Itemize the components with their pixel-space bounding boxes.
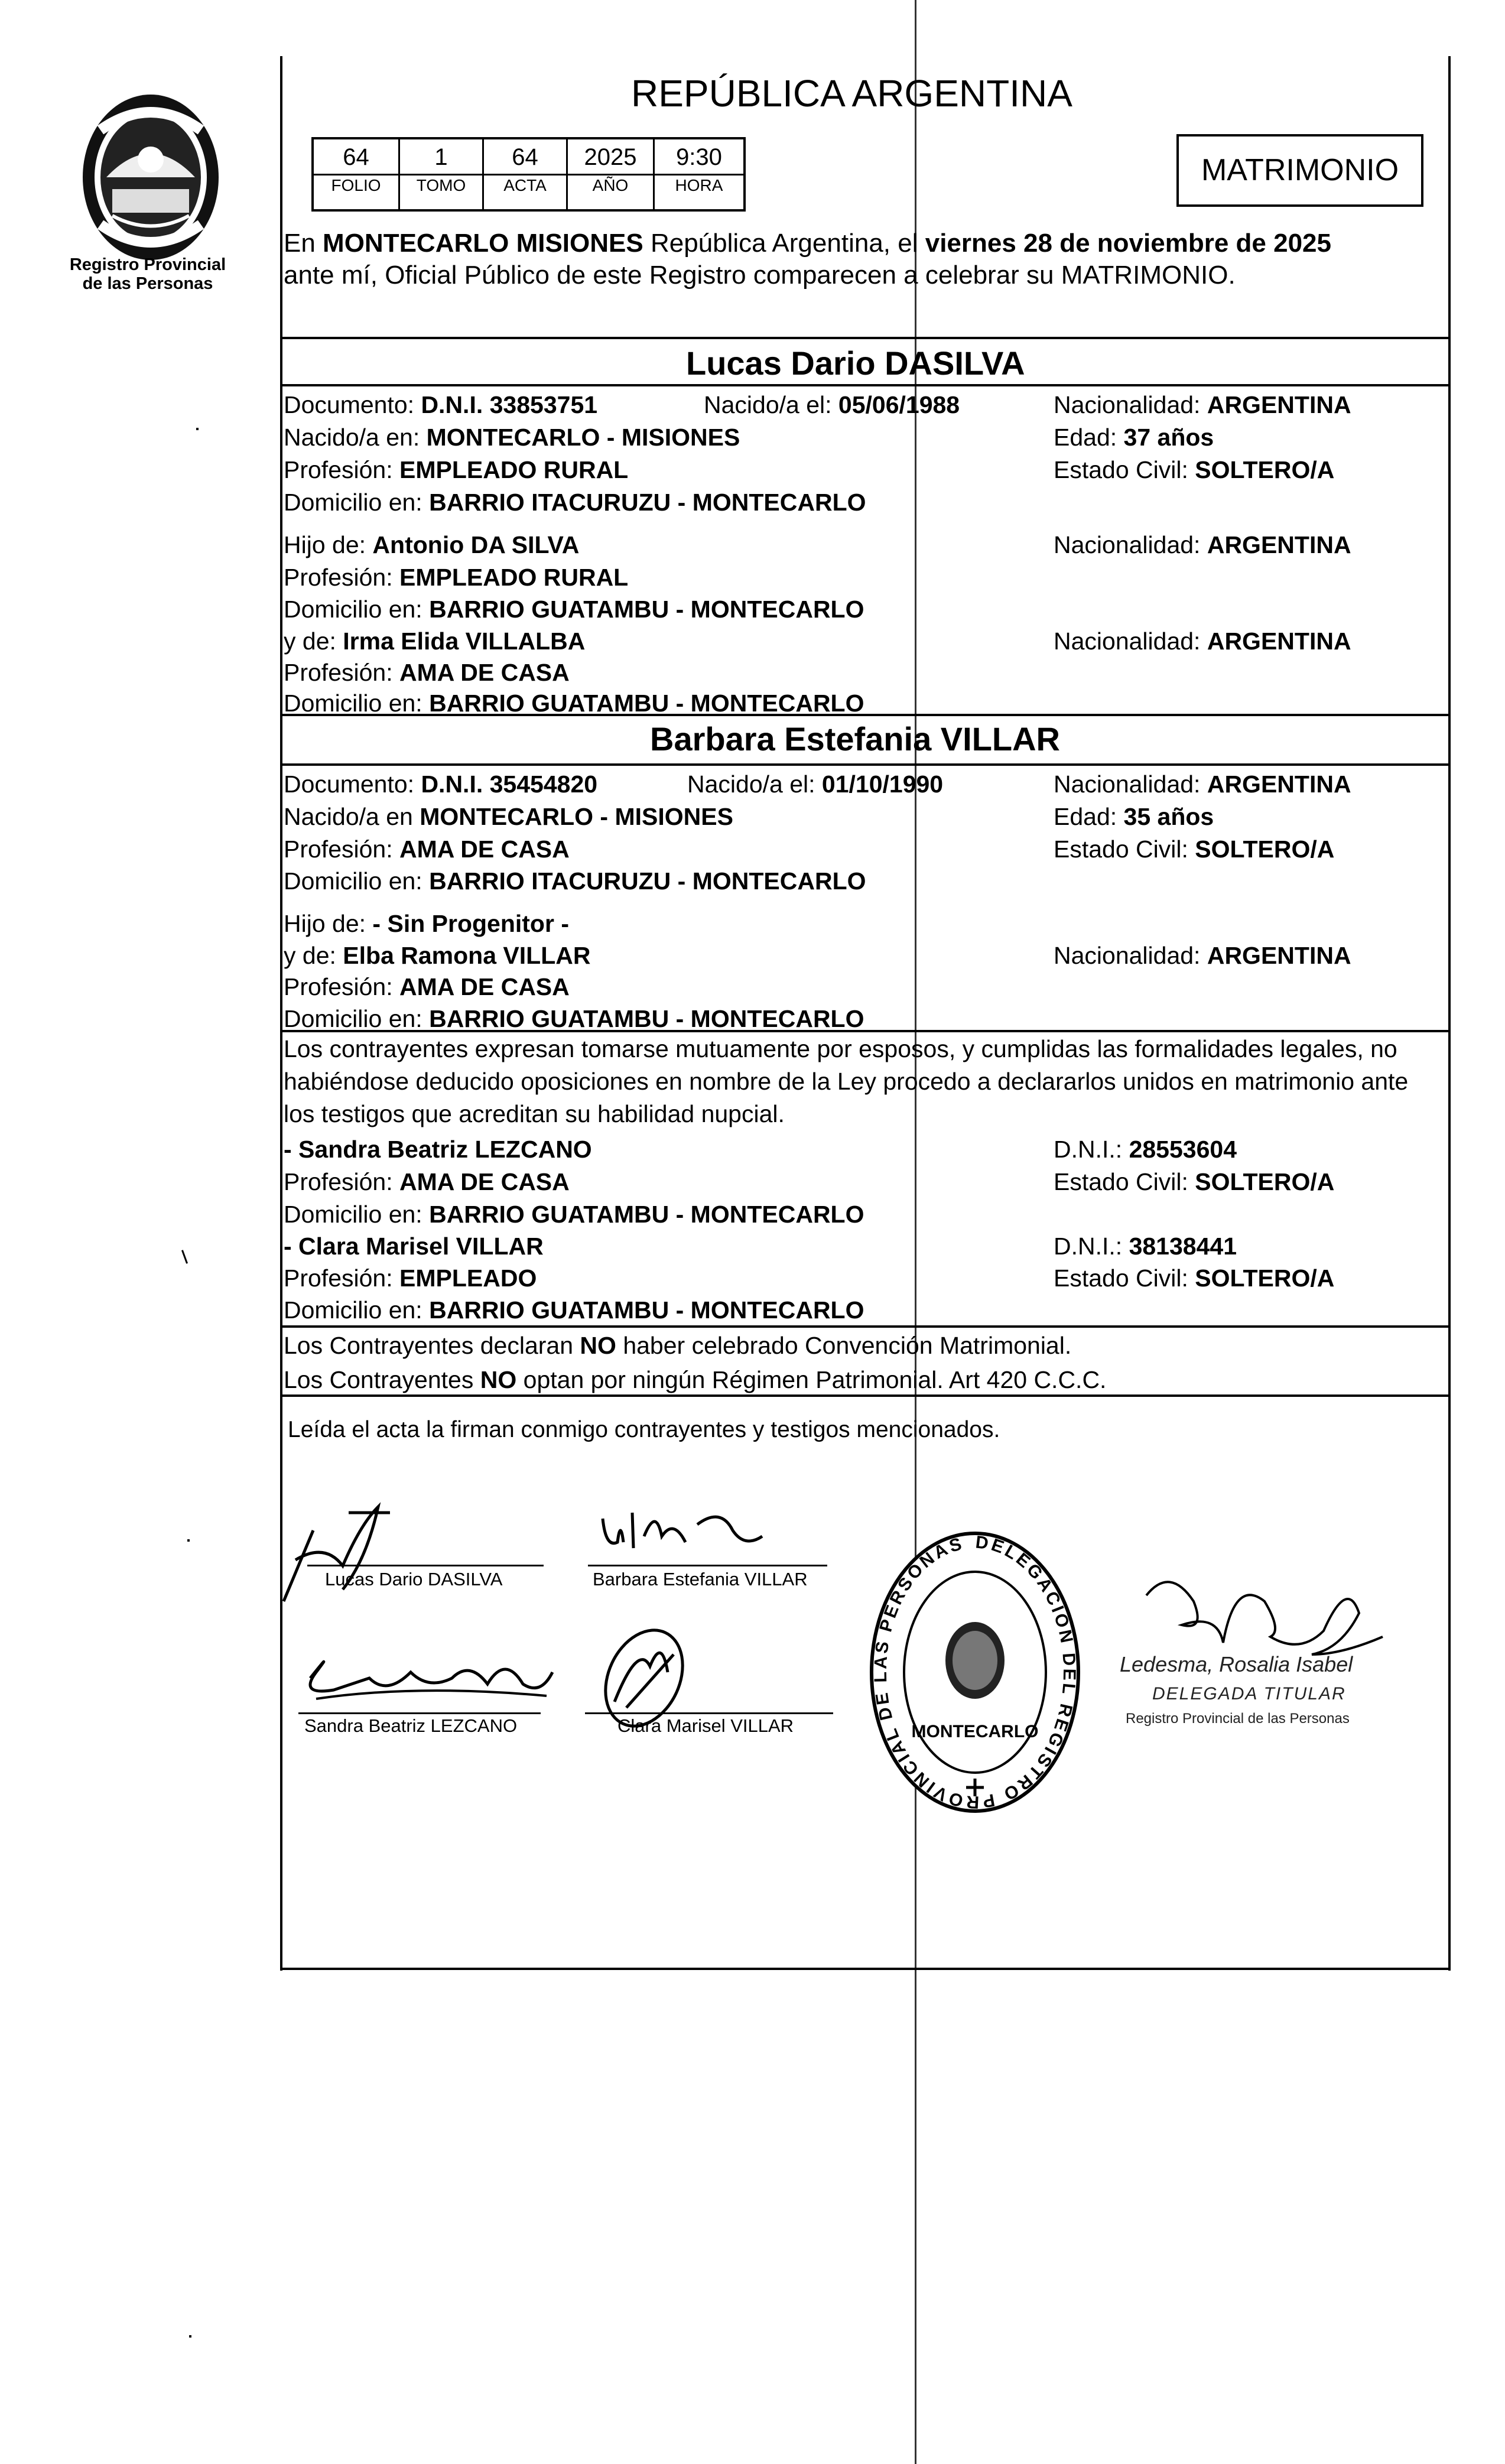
- scan-mark: [181, 1250, 188, 1264]
- spouse1-document: Documento: D.N.I. 33853751: [284, 391, 598, 418]
- spouse2-father: Hijo de: - Sin Progenitor -: [284, 910, 569, 937]
- witness2-address: Domicilio en: BARRIO GUATAMBU - MONTECARLO: [284, 1296, 864, 1324]
- rule: [280, 337, 1451, 339]
- signature-line: [585, 1712, 833, 1714]
- spouse1-mother-profession: Profesión: AMA DE CASA: [284, 659, 570, 686]
- spouse1-mother: y de: Irma Elida VILLALBA: [284, 628, 586, 655]
- signature-scribble: [298, 1643, 564, 1708]
- frame-right: [1448, 56, 1451, 1971]
- spouse1-age: Edad: 37 años: [1054, 424, 1214, 451]
- signature-line: [298, 1712, 541, 1714]
- rule: [280, 1394, 1451, 1397]
- signature-scribble: [597, 1501, 774, 1560]
- scan-mark: [187, 1539, 190, 1542]
- year-cell: 2025 AÑO: [566, 139, 653, 209]
- spouse1-birthplace: Nacido/a en: MONTECARLO - MISIONES: [284, 424, 740, 451]
- spouse2-birthdate: Nacido/a el: 01/10/1990: [687, 771, 944, 798]
- spouse1-address: Domicilio en: BARRIO ITACURUZU - MONTECARLO: [284, 489, 866, 516]
- signature-label-spouse2: Barbara Estefania VILLAR: [593, 1569, 808, 1589]
- regime-convention: Los Contrayentes declaran NO haber celebrado Convención Matrimonial.: [284, 1332, 1072, 1359]
- registry-name: Registro Provincial de las Personas: [69, 255, 226, 293]
- intro-line-2: ante mí, Oficial Público de este Registro comparecen a celebrar su MATRIMONIO.: [284, 261, 1236, 290]
- scan-mark: [196, 428, 199, 430]
- spouse2-age: Edad: 35 años: [1054, 803, 1214, 830]
- regime-patrimonial: Los Contrayentes NO optan por ningún Régimen Patrimonial. Art 420 C.C.C.: [284, 1366, 1107, 1393]
- official-seal: [863, 1524, 1087, 1820]
- spouse2-mother-profession: Profesión: AMA DE CASA: [284, 973, 570, 1000]
- spouse1-father: Hijo de: Antonio DA SILVA: [284, 531, 580, 558]
- scan-mark: [189, 2335, 191, 2338]
- official-name: Ledesma, Rosalia Isabel: [1120, 1652, 1353, 1676]
- acta-cell: 64 ACTA: [482, 139, 566, 209]
- official-organization: Registro Provincial de las Personas: [1126, 1711, 1350, 1727]
- spouse1-name: Lucas Dario DASILVA: [686, 344, 1025, 382]
- record-index-table: [311, 137, 746, 212]
- spouse1-nationality: Nacionalidad: ARGENTINA: [1054, 391, 1351, 418]
- witness2-dni: D.N.I.: 38138441: [1054, 1233, 1237, 1260]
- spouse2-birthplace: Nacido/a en MONTECARLO - MISIONES: [284, 803, 733, 830]
- spouse2-name: Barbara Estefania VILLAR: [650, 720, 1060, 758]
- spouse1-father-nationality: Nacionalidad: ARGENTINA: [1054, 531, 1351, 558]
- spouse1-father-profession: Profesión: EMPLEADO RURAL: [284, 564, 629, 591]
- signature-label-spouse1: Lucas Dario DASILVA: [325, 1569, 503, 1589]
- rule: [280, 1325, 1451, 1328]
- signature-label-witness2: Clara Marisel VILLAR: [617, 1715, 794, 1736]
- spouse2-address: Domicilio en: BARRIO ITACURUZU - MONTECARLO: [284, 867, 866, 895]
- spouse2-profession: Profesión: AMA DE CASA: [284, 836, 570, 863]
- signature-label-witness1: Sandra Beatriz LEZCANO: [304, 1715, 518, 1736]
- declaration-line-2: habiéndose deducido oposiciones en nombre de la Ley procedo a declararlos unidos en matrimonio ante: [284, 1068, 1409, 1095]
- svg-text:MONTECARLO: MONTECARLO: [911, 1722, 1039, 1741]
- official-title: DELEGADA TITULAR: [1152, 1684, 1346, 1704]
- spouse2-civil-status: Estado Civil: SOLTERO/A: [1054, 836, 1335, 863]
- rule: [280, 1968, 1451, 1970]
- declaration-line-1: Los contrayentes expresan tomarse mutuamente por esposos, y cumplidas las formalidades legales, no: [284, 1035, 1397, 1062]
- svg-text:DELEGACION DEL REGISTRO PROVIN: DELEGACION DEL REGISTRO PROVINCIAL DE LAS PERSONAS: [870, 1532, 1080, 1812]
- witness1-civil-status: Estado Civil: SOLTERO/A: [1054, 1168, 1335, 1195]
- record-type-box: MATRIMONIO: [1176, 134, 1423, 207]
- witness1-address: Domicilio en: BARRIO GUATAMBU - MONTECARLO: [284, 1201, 864, 1228]
- rule: [280, 384, 1451, 386]
- spouse1-mother-nationality: Nacionalidad: ARGENTINA: [1054, 628, 1351, 655]
- spouse2-document: Documento: D.N.I. 35454820: [284, 771, 598, 798]
- spouse2-mother-nationality: Nacionalidad: ARGENTINA: [1054, 942, 1351, 969]
- spouse2-mother: y de: Elba Ramona VILLAR: [284, 942, 591, 969]
- signature-line: [588, 1565, 827, 1566]
- signature-line: [307, 1565, 544, 1566]
- spouse2-nationality: Nacionalidad: ARGENTINA: [1054, 771, 1351, 798]
- page-title: REPÚBLICA ARGENTINA: [631, 72, 1072, 115]
- frame-left: [280, 56, 282, 1971]
- witness1-name: - Sandra Beatriz LEZCANO: [284, 1136, 592, 1163]
- spouse1-birthdate: Nacido/a el: 05/06/1988: [704, 391, 960, 418]
- witness1-profession: Profesión: AMA DE CASA: [284, 1168, 570, 1195]
- spouse1-profession: Profesión: EMPLEADO RURAL: [284, 456, 629, 483]
- spouse1-civil-status: Estado Civil: SOLTERO/A: [1054, 456, 1335, 483]
- closing-statement: Leída el acta la firman conmigo contrayentes y testigos mencionados.: [288, 1417, 1000, 1442]
- witness2-name: - Clara Marisel VILLAR: [284, 1233, 544, 1260]
- tomo-cell: 1 TOMO: [398, 139, 482, 209]
- intro-line-1: En MONTECARLO MISIONES República Argentina, el viernes 28 de noviembre de 2025: [284, 229, 1331, 258]
- spouse2-mother-address: Domicilio en: BARRIO GUATAMBU - MONTECARLO: [284, 1005, 864, 1032]
- hour-cell: 9:30 HORA: [653, 139, 743, 209]
- registry-logo: [77, 89, 225, 266]
- witness2-civil-status: Estado Civil: SOLTERO/A: [1054, 1264, 1335, 1292]
- witness2-profession: Profesión: EMPLEADO: [284, 1264, 537, 1292]
- witness1-dni: D.N.I.: 28553604: [1054, 1136, 1237, 1163]
- folio-cell: 64 FOLIO: [314, 139, 398, 209]
- spouse1-mother-address: Domicilio en: BARRIO GUATAMBU - MONTECARLO: [284, 690, 864, 717]
- spouse1-father-address: Domicilio en: BARRIO GUATAMBU - MONTECARLO: [284, 596, 864, 623]
- declaration-line-3: los testigos que acreditan su habilidad nupcial.: [284, 1100, 785, 1127]
- rule: [280, 763, 1451, 766]
